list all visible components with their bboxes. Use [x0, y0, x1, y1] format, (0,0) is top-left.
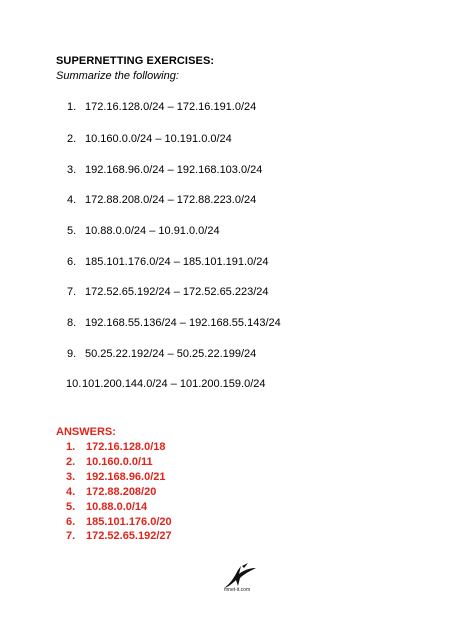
answer-number: 5. [66, 501, 76, 513]
answer-item [66, 471, 166, 483]
exercise-number: 1. [67, 101, 77, 113]
exercise-text: 10.160.0.0/24 – 10.191.0.0/24 [85, 133, 232, 145]
exercise-item [67, 194, 256, 206]
answer-text: 192.168.96.0/21 [86, 471, 166, 483]
exercise-number: 6. [67, 256, 77, 268]
exercise-number: 5. [67, 225, 77, 237]
answer-number: 2. [66, 456, 76, 468]
exercise-text: 101.200.144.0/24 – 101.200.159.0/24 [82, 378, 266, 390]
answer-item [66, 501, 147, 513]
answer-text: 172.88.208/20 [86, 486, 157, 498]
answer-text: 10.160.0.0/11 [86, 456, 153, 468]
exercise-text: 172.52.65.192/24 – 172.52.65.223/24 [85, 286, 269, 298]
exercise-number: 3. [67, 164, 77, 176]
answer-number: 4. [66, 486, 76, 498]
exercise-number: 4. [67, 194, 77, 206]
exercise-number: 2. [67, 133, 77, 145]
answer-number: 1. [66, 441, 76, 453]
exercise-item [67, 101, 256, 113]
exercise-item [67, 317, 281, 329]
answer-text: 10.88.0.0/14 [86, 501, 148, 513]
exercise-text: 10.88.0.0/24 – 10.91.0.0/24 [85, 225, 220, 237]
answer-item [66, 530, 172, 542]
answer-text: 172.52.65.192/27 [86, 530, 172, 542]
answer-number: 6. [66, 516, 76, 528]
logo-text: mnet-it.com [224, 587, 251, 593]
exercise-text: 172.88.208.0/24 – 172.88.223.0/24 [85, 194, 257, 206]
exercise-text: 192.168.96.0/24 – 192.168.103.0/24 [85, 164, 263, 176]
exercise-text: 185.101.176.0/24 – 185.101.191.0/24 [85, 256, 269, 268]
exercise-item [67, 164, 262, 176]
page-subtitle: Summarize the following: [56, 70, 179, 82]
exercise-item [67, 225, 220, 237]
answer-item [66, 486, 156, 498]
answer-item [66, 456, 153, 468]
answers-title: ANSWERS: [56, 426, 116, 438]
exercise-item [67, 348, 256, 360]
answer-item [66, 441, 166, 453]
answer-text: 185.101.176.0/20 [86, 516, 172, 528]
exercise-text: 192.168.55.136/24 – 192.168.55.143/24 [85, 317, 281, 329]
exercise-number: 9. [67, 348, 77, 360]
exercise-number: 8. [67, 317, 77, 329]
exercise-item [67, 133, 232, 145]
answer-item [66, 516, 172, 528]
exercise-number: 10. [66, 378, 82, 390]
exercise-item [67, 286, 269, 298]
page-title: SUPERNETTING EXERCISES: [56, 55, 215, 67]
exercise-item [67, 256, 269, 268]
exercise-number: 7. [67, 286, 77, 298]
answer-number: 7. [66, 530, 76, 542]
answer-number: 3. [66, 471, 76, 483]
exercise-text: 172.16.128.0/24 – 172.16.191.0/24 [85, 101, 257, 113]
exercise-item [66, 378, 266, 390]
answer-text: 172.16.128.0/18 [86, 441, 166, 453]
exercise-text: 50.25.22.192/24 – 50.25.22.199/24 [85, 348, 257, 360]
